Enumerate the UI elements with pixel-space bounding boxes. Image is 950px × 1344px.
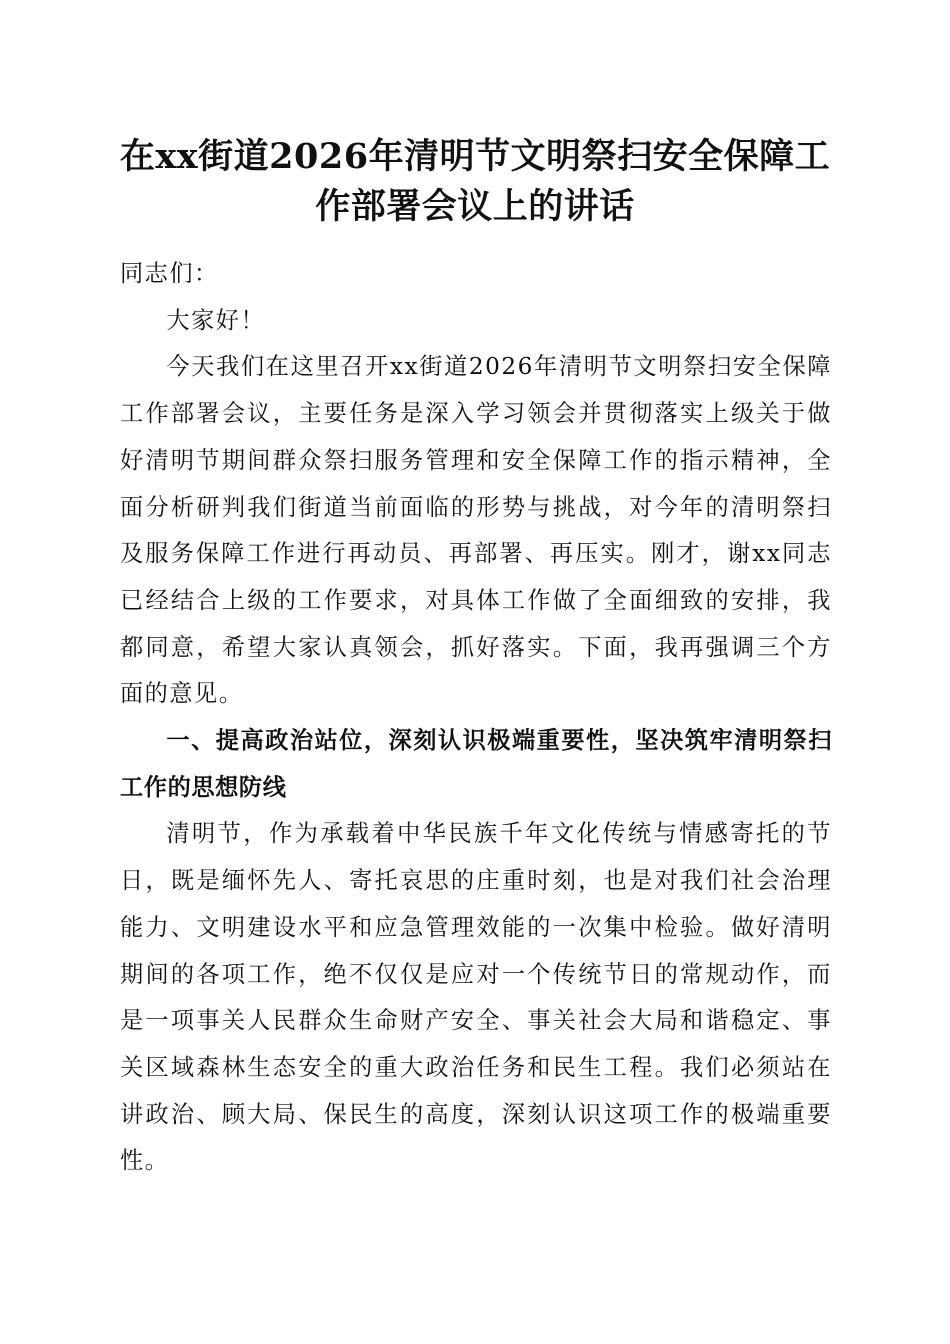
intro-paragraph: 今天我们在这里召开xx街道2026年清明节文明祭扫安全保障工作部署会议，主要任务是深入学习领会并贯彻落实上级关于做好清明节期间群众祭扫服务管理和安全保障工作的指示精神，全面分析研判我们街道当前面临的形势与挑战，对今年的清明祭扫及服务保障工作进行再动员、再部署、再压实。刚才，谢xx同志已经结合上级的工作要求，对具体工作做了全面细致的安排，我都同意，希望大家认真领会，抓好落实。下面，我再强调三个方面的意见。 [120, 353, 832, 708]
title-line-2: 作部署会议上的讲话 [315, 186, 635, 227]
document-body [120, 251, 832, 1185]
title-line-1: 在xx街道2026年清明节文明祭扫安全保障工 [119, 136, 831, 177]
section-1-heading: 一、提高政治站位，深刻认识极端重要性，坚决筑牢清明祭扫工作的思想防线 [120, 727, 832, 801]
section-1-paragraph: 清明节，作为承载着中华民族千年文化传统与情感寄托的节日，既是缅怀先人、寄托哀思的庄重时刻，也是对我们社会治理能力、文明建设水平和应急管理效能的一次集中检验。做好清明期间的各项工作，绝不仅仅是应对一个传统节日的常规动作，而是一项事关人民群众生命财产安全、事关社会大局和谐稳定、事关区域森林生态安全的重大政治任务和民生工程。我们必须站在讲政治、顾大局、保民生的高度，深刻认识这项工作的极端重要性。 [120, 820, 832, 1175]
greeting: 大家好！ [166, 306, 266, 334]
document-title [100, 132, 850, 232]
salutation: 同志们： [120, 260, 219, 287]
